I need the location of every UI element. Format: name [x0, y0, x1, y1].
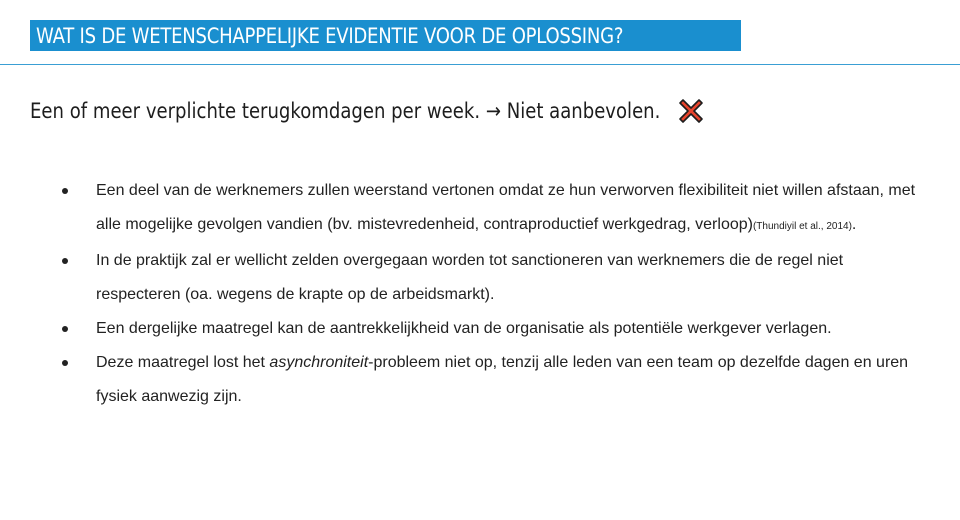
slide-subtitle: Een of meer verplichte terugkomdagen per week. → Niet aanbevolen. [30, 99, 661, 123]
list-item [60, 346, 920, 414]
bullet-list [60, 174, 920, 414]
bullet-text-before: Deze maatregel lost het [96, 354, 270, 371]
list-item [60, 174, 920, 244]
cross-mark-icon [676, 96, 706, 126]
header-divider [0, 64, 960, 65]
bullet-text-after: -probleem niet op, tenzij alle leden van een team op dezelfde dagen en uren fysiek aanwezig zijn. [96, 354, 909, 405]
list-item [60, 244, 920, 312]
list-item [60, 312, 920, 346]
bullet-text: Een deel van de werknemers zullen weerstand vertonen omdat ze hun verworven flexibiliteit niet willen afstaan, met alle mogelijke gevolgen vandien (bv. mistevredenheid, contraproductief werkgedrag, verloop) [96, 182, 916, 233]
bullet-text: In de praktijk zal er wellicht zelden overgegaan worden tot sanctioneren van werknemers die de regel niet respecteren (oa. wegens de krapte op de arbeidsmarkt). [96, 252, 844, 303]
bullet-dot [62, 188, 68, 194]
bullet-end: . [851, 216, 857, 233]
bullet-dot [62, 258, 68, 264]
section-header-band [30, 20, 741, 51]
subtitle-row [30, 93, 670, 129]
bullet-text: Een dergelijke maatregel kan de aantrekkelijkheid van de organisatie als potentiële werkgever verlagen. [96, 320, 832, 337]
bullet-dot [62, 326, 68, 332]
bullet-dot [62, 360, 68, 366]
citation: (Thundiyil et al., 2014) [752, 221, 852, 232]
bullet-emphasis: asynchroniteit [269, 354, 369, 371]
page-title: WAT IS DE WETENSCHAPPELIJKE EVIDENTIE VOOR DE OPLOSSING? [36, 23, 624, 48]
